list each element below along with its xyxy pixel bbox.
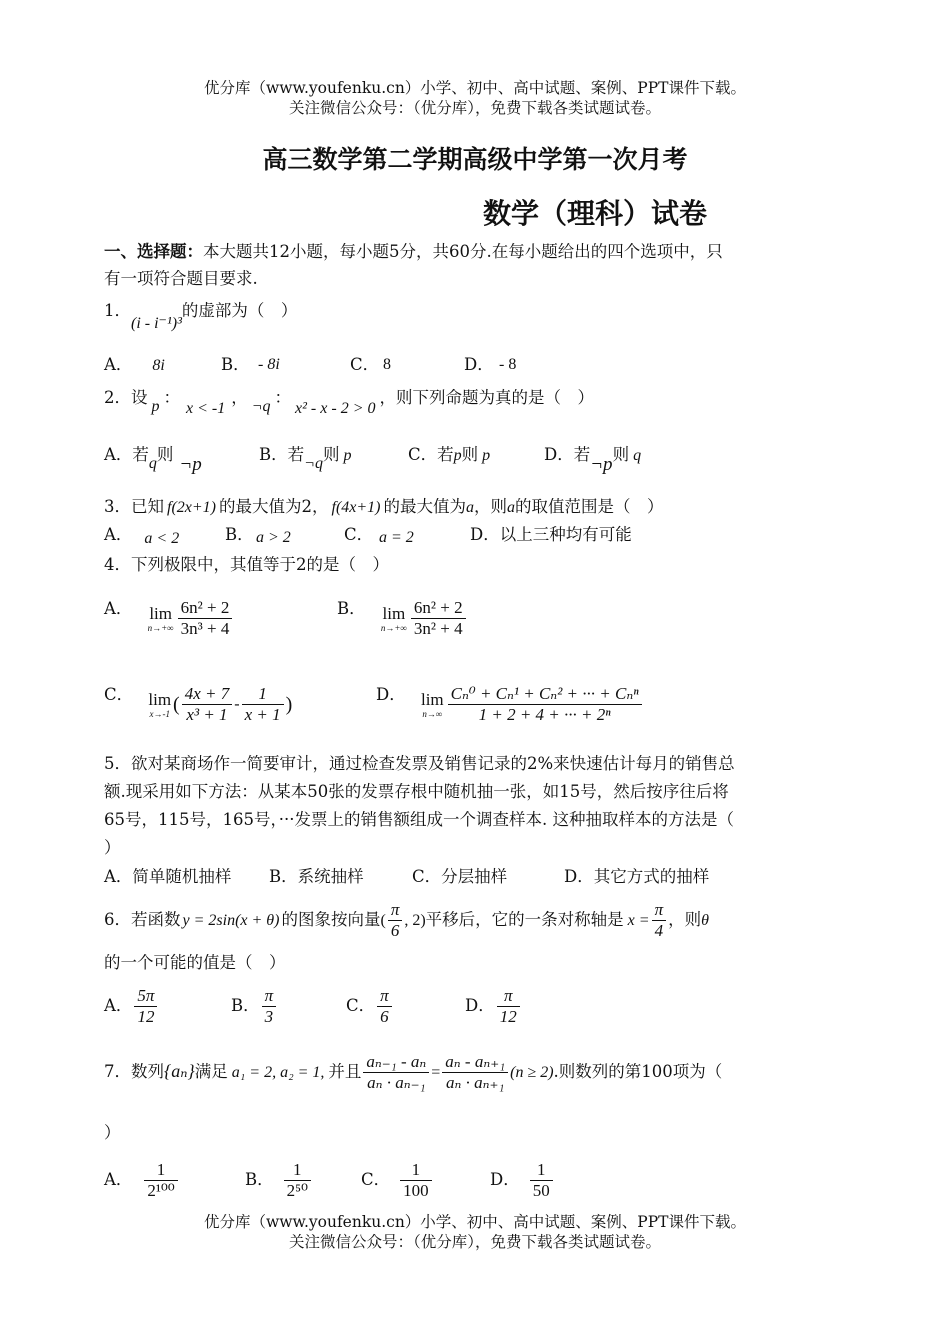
q5-line-2: 额.现采用如下方法：从某本50张的发票存根中随机抽一张，如15号，然后按序往后将 [104, 782, 729, 801]
q7-option-d-den: 50 [532, 1181, 550, 1200]
q4-option-a [104, 598, 234, 639]
q7-option-d-num: 1 [530, 1160, 553, 1181]
q7-equals: = [431, 1064, 441, 1081]
q7-option-a [144, 1160, 177, 1201]
q4-option-c: C． lim x→-1 ( $\frac{4x + 7}{\text{x³ + 1}}$ - $\frac{1}{x + 1}$ ) [104, 684, 293, 724]
q5-line-1: 5．欲对某商场作一简要审计，通过检查发票及销售记录的2%来快速估计每月的销售总 [104, 754, 735, 773]
q7-option-b-num: 1 [284, 1160, 311, 1181]
q1-option-b: - 8i [258, 356, 280, 373]
q4-d-den: 1 + 2 + 4 + ··· + 2ⁿ [478, 705, 611, 724]
q7-left-num: aₙ₋₁ - aₙ [363, 1052, 429, 1073]
q2-option-c-if: p [453, 447, 462, 464]
q5-option-b: B．系统抽样 [269, 867, 364, 886]
q2-option-a-if: q [148, 455, 157, 472]
q6-option-a-label: A． [104, 996, 133, 1015]
q6-theta: θ [701, 912, 709, 929]
q1-option-a-label: A． [104, 355, 133, 374]
q6-text-a: 6．若函数 [104, 910, 181, 929]
q2-option-c-label: C．若 [408, 445, 454, 464]
q5-line-3: 65号，115号，165号，···发票上的销售额组成一个调查样本. 这种抽取样本的方法是（ [104, 810, 734, 829]
q2-p: p [151, 398, 160, 415]
q2-option-b-result: p [343, 447, 352, 464]
q7-text-b: 满足 [194, 1062, 228, 1081]
q4-d-lim-sub: n→∞ [422, 708, 443, 719]
q2-option-d-label: D．若 [544, 445, 591, 464]
q2-option-b-then: 则 [322, 445, 340, 464]
q7-right-num: aₙ - aₙ₊₁ [442, 1052, 508, 1073]
q4-b-fraction [411, 598, 466, 639]
question-4: 4．下列极限中，其值等于2的是（ ） [104, 555, 389, 574]
q6-option-b [262, 986, 277, 1027]
q7-text-d: .则数列的第100项为（ [553, 1062, 723, 1081]
q4-a-fraction [178, 598, 233, 639]
q6-option-c [377, 986, 392, 1027]
q4-c-num2: 1 [242, 684, 284, 705]
q2-text: ，则下列命题为真的是（ ） [379, 388, 594, 407]
q6-axis-num: π [652, 900, 667, 921]
q6-axis-den: 4 [654, 921, 664, 940]
q4-option-d-label: D． [376, 685, 406, 704]
q6-vec-den: 6 [390, 921, 400, 940]
q7-option-b-label: B． [245, 1170, 274, 1189]
q6-option-d [497, 986, 520, 1027]
q2-option-c-result: p [482, 447, 491, 464]
q7-option-c-num: 1 [400, 1160, 432, 1181]
q3-option-d: D．以上三种均有可能 [470, 525, 632, 544]
q3-var-a: a [466, 499, 474, 516]
q6-option-a [134, 986, 157, 1027]
q7-option-c [400, 1160, 432, 1201]
q4-option-d [376, 684, 644, 725]
header-line-2: 关注微信公众号：（优分库），免费下载各类试题试卷。 [288, 99, 661, 117]
q6-axis-fraction [652, 900, 667, 941]
q4-c-fraction-2 [242, 684, 284, 725]
q6-option-c-den: 6 [380, 1007, 389, 1026]
q4-c-lim [148, 691, 171, 719]
q7-initial: a₁ = 2, a₂ = 1, [231, 1064, 325, 1081]
question-1 [104, 300, 298, 332]
section-intro [104, 241, 723, 263]
q3-options [104, 524, 632, 547]
q6-vec-open: ( [380, 912, 386, 929]
q2-option-a-result: ¬p [179, 454, 202, 475]
q4-c-minus: - [234, 695, 240, 713]
q4-d-fraction [448, 684, 642, 725]
q7-option-c-label: C． [361, 1170, 391, 1189]
q1-expression: (i - i⁻¹)³ [131, 315, 182, 332]
section-intro-line-2: 有一项符合题目要求. [104, 269, 258, 288]
q6-text-b: 的图象按向量 [281, 910, 381, 929]
q1-option-a: 8i [152, 357, 165, 374]
q3-option-a-label: A． [104, 525, 133, 544]
q2-q-condition: x² - x - 2 > 0 [295, 400, 376, 417]
q7-option-b [284, 1160, 311, 1201]
q4-c-lim-word: lim [148, 689, 172, 709]
header-line-1: 优分库（www.youfenku.cn）小学、初中、高中试题、案例、PPT课件下载。 [203, 79, 747, 97]
q2-option-d-if: ¬p [590, 454, 613, 475]
q4-a-den: 3n³ + 4 [180, 619, 230, 638]
q4-option-b [337, 598, 468, 639]
q4-a-lim [148, 605, 174, 633]
q6-vec-fraction [388, 900, 403, 941]
q4-b-num: 6n² + 2 [411, 598, 466, 619]
section-heading: 一、选择题： [104, 242, 203, 261]
q6-axis: x = [627, 912, 650, 929]
q7-condition: (n ≥ 2) [510, 1064, 554, 1081]
q6-function: y = 2sin(x + θ) [182, 912, 280, 929]
q3-function-1: f(2x+1) [167, 499, 216, 516]
q4-b-lim-word: lim [382, 603, 406, 623]
q4-option-b-label: B． [337, 599, 366, 618]
q6-option-c-num: π [377, 986, 392, 1007]
q6-option-c-label: C． [346, 996, 376, 1015]
q3-function-2: f(4x+1) [331, 499, 381, 516]
q4-c-num1: 4x + 7 [182, 684, 233, 705]
q4-c-fraction-1 [182, 684, 233, 725]
q5-option-c: C．分层抽样 [412, 867, 508, 886]
q4-a-num: 6n² + 2 [178, 598, 233, 619]
q2-option-d-result: q [633, 447, 642, 464]
question-3 [104, 496, 664, 519]
q2-option-a-label: A．若 [104, 445, 149, 464]
q3-option-c: a = 2 [379, 529, 414, 546]
q2-options [104, 444, 642, 475]
q2-option-b-label: B．若 [259, 445, 305, 464]
q6-option-a-num: 5π [134, 986, 157, 1007]
page-subtitle: 数学（理科）试卷 [482, 197, 707, 230]
q6-text-c: 平移后，它的一条对称轴是 [425, 910, 624, 929]
q5-options [104, 866, 710, 888]
q1-text: 的虚部为（ ） [181, 301, 298, 320]
question-6 [104, 900, 709, 941]
footer-line-2: 关注微信公众号：（优分库），免费下载各类试题试卷。 [288, 1233, 661, 1251]
q7-right-fraction [442, 1052, 508, 1093]
q7-text-c: 并且 [328, 1062, 362, 1081]
q6-vec-close: , 2) [404, 912, 426, 929]
q7-option-a-num: 1 [144, 1160, 177, 1181]
q4-a-lim-sub: n→+∞ [147, 622, 174, 633]
q2-p-condition: x < -1 [186, 400, 226, 417]
q1-option-b-label: B． [221, 355, 250, 374]
q4-b-lim-sub: n→+∞ [380, 622, 407, 633]
q4-a-lim-word: lim [149, 603, 172, 623]
q7-option-d [530, 1160, 553, 1201]
q6-option-b-num: π [262, 986, 277, 1007]
q1-option-c: 8 [383, 356, 391, 373]
q5-line-4: ） [104, 838, 121, 857]
q4-b-lim [381, 605, 407, 633]
q4-c-den2: x + 1 [244, 705, 281, 724]
q1-number: 1． [104, 301, 131, 320]
section-intro-text: 本大题共12小题，每小题5分，共60分.在每小题给出的四个选项中，只 [203, 242, 723, 261]
q4-d-num: Cₙ⁰ + Cₙ¹ + Cₙ² + ··· + Cₙⁿ [448, 684, 642, 705]
q7-line-2: ） [104, 1123, 121, 1142]
q4-option-a-label: A． [104, 599, 133, 618]
q3-option-b-label: B． [225, 525, 254, 544]
q6-option-d-label: D． [465, 996, 495, 1015]
q1-option-c-label: C． [350, 355, 380, 374]
page-title: 高三数学第二学期高级中学第一次月考 [262, 145, 688, 174]
question-2: 2．设 p ：x < -1， ¬q ：x² - x - 2 > 0，则下列命题为真的是（ ） [104, 388, 594, 417]
q6-option-b-label: B． [231, 996, 260, 1015]
q3-text-c: 的最大值为 [383, 497, 466, 516]
q2-number: 2．设 [104, 388, 148, 407]
q1-option-d: - 8 [499, 356, 517, 373]
q7-text-a: 7．数列 [104, 1062, 164, 1081]
q4-d-lim [421, 691, 444, 719]
q3-text-e: 的取值范围是（ ） [515, 497, 664, 516]
q6-line-2: 的一个可能的值是（ ） [104, 953, 286, 972]
q1-option-d-label: D． [464, 355, 494, 374]
q7-sequence: {aₙ} [164, 1061, 195, 1081]
q3-option-b: a > 2 [256, 529, 291, 546]
q6-option-b-den: 3 [264, 1007, 274, 1026]
q4-d-lim-word: lim [420, 689, 444, 709]
q5-option-a: A．简单随机抽样 [104, 867, 232, 886]
q3-text-a: 3．已知 [104, 497, 164, 516]
q4-c-den1: x³ + 1 [186, 705, 228, 724]
q6-option-d-num: π [497, 986, 520, 1007]
q7-option-d-label: D． [490, 1170, 520, 1189]
q1-options [104, 354, 517, 377]
q3-option-a: a < 2 [144, 530, 180, 547]
q3-var-a-2: a [507, 499, 515, 516]
q2-not-q: ¬q [251, 398, 271, 415]
q3-text-d: ，则 [474, 497, 507, 516]
q2-option-d-then: 则 [612, 445, 630, 464]
q7-option-a-label: A． [104, 1170, 133, 1189]
q7-option-a-den: 2¹⁰⁰ [147, 1181, 175, 1200]
q2-option-c-then: 则 [461, 445, 479, 464]
q6-option-a-den: 12 [137, 1007, 155, 1026]
q2-option-a-then: 则 [156, 445, 174, 464]
q4-c-lim-sub: x→-1 [149, 708, 170, 719]
q7-option-b-den: 2⁵⁰ [286, 1181, 308, 1200]
q7-option-c-den: 100 [403, 1181, 429, 1200]
q6-option-d-den: 12 [499, 1007, 517, 1026]
q5-option-d: D．其它方式的抽样 [564, 867, 710, 886]
q3-text-b: 的最大值为2， [219, 497, 329, 516]
q2-option-b-if: ¬q [304, 455, 323, 472]
q6-text-d: ，则 [668, 910, 702, 929]
q4-option-c-label: C． [104, 685, 134, 704]
q4-b-den: 3n² + 4 [413, 619, 463, 638]
q6-vec-num: π [388, 900, 403, 921]
q3-option-c-label: C． [344, 525, 374, 544]
q7-left-den: aₙ · aₙ₋₁ [367, 1073, 426, 1092]
q7-right-den: aₙ · aₙ₊₁ [445, 1073, 505, 1092]
question-7 [104, 1052, 722, 1093]
footer-line-1: 优分库（www.youfenku.cn）小学、初中、高中试题、案例、PPT课件下载。 [203, 1213, 747, 1231]
q7-left-fraction [363, 1052, 429, 1093]
